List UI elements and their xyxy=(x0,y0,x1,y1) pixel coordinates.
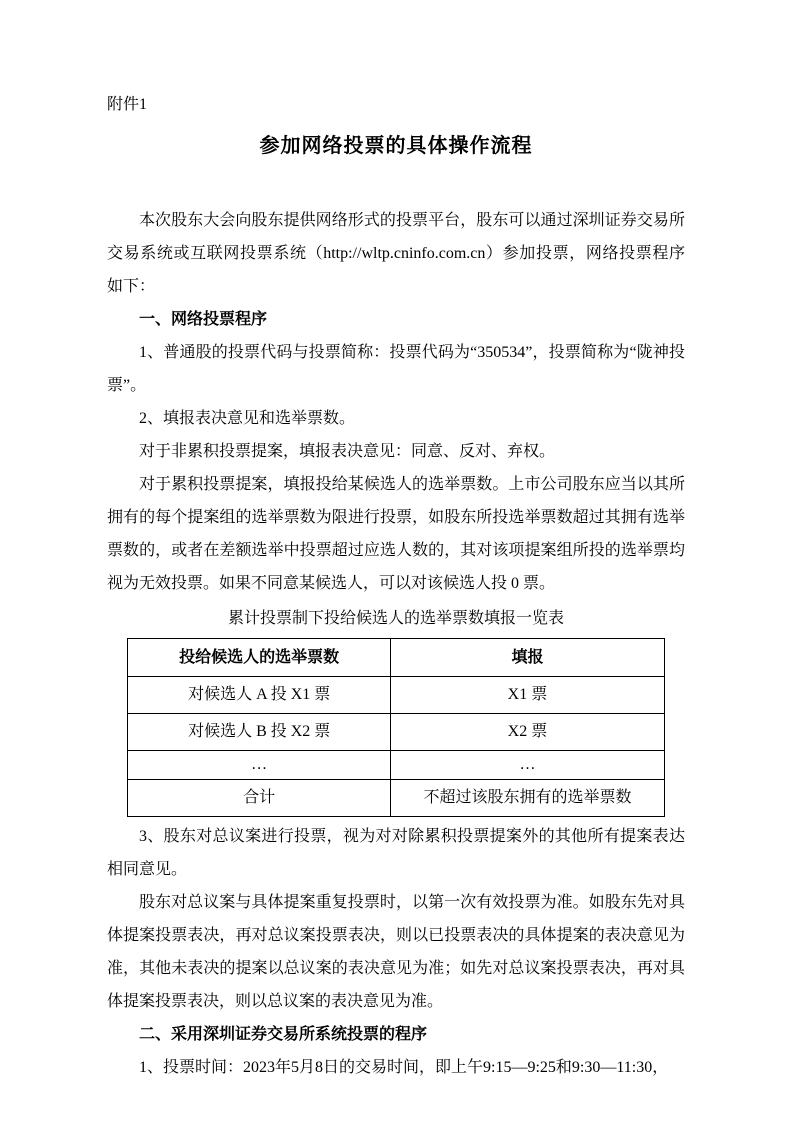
table-cell: 对候选人 B 投 X2 票 xyxy=(128,714,391,751)
table-row-candidate-a xyxy=(128,677,665,714)
table-cell: 合计 xyxy=(128,780,391,817)
paragraph-noncumulative: 对于非累积投票提案，填报表决意见：同意、反对、弃权。 xyxy=(139,443,556,460)
table-header-row xyxy=(128,639,665,677)
table-cell: … xyxy=(391,751,665,780)
table-header-votes: 投给候选人的选举票数 xyxy=(128,639,391,677)
paragraph-repeat-voting: 股东对总议案与具体提案重复投票时，以第一次有效投票为准。如股东先对具体提案投票表决，再对总议案投票表决，则以已投票表决的具体提案的表决意见为准，其他未表决的提案以总议案的表决意见为准；如先对总议案投票表决，再对具体提案投票表决，则以总议案的表决意见为准。 xyxy=(107,894,685,1010)
paragraph-cumulative: 对于累积投票提案，填报投给某候选人的选举票数。上市公司股东应当以其所拥有的每个提案组的选举票数为限进行投票，如股东所投选举票数超过其拥有选举票数的，或者在差额选举中投票超过应选人数的，其对该项提案组所投的选举票均视为无效投票。如果不同意某候选人，可以对该候选人投 0 票。 xyxy=(107,476,685,592)
paragraph-vote-code: 1、普通股的投票代码与投票简称：投票代码为“350534”，投票简称为“陇神投票”。 xyxy=(107,344,685,394)
attachment-label: 附件1 xyxy=(107,96,148,113)
table-cell: X2 票 xyxy=(391,714,665,751)
paragraph-vote-time: 1、投票时间：2023年5月8日的交易时间，即上午9:15—9:25和9:30—11:30， xyxy=(139,1059,669,1076)
table-cell: 不超过该股东拥有的选举票数 xyxy=(391,780,665,817)
intro-paragraph: 本次股东大会向股东提供网络形式的投票平台，股东可以通过深圳证券交易所交易系统或互联网投票系统（http://wltp.cninfo.com.cn）参加投票，网络投票程序如下： xyxy=(107,212,685,295)
paragraph-fill-opinion: 2、填报表决意见和选举票数。 xyxy=(139,410,356,427)
vote-table xyxy=(127,638,665,817)
section1-heading: 一、网络投票程序 xyxy=(139,311,268,328)
paragraph-general-proposal: 3、股东对总议案进行投票，视为对对除累积投票提案外的其他所有提案表达相同意见。 xyxy=(107,828,685,878)
table-cell: … xyxy=(128,751,391,780)
table-header-fill: 填报 xyxy=(391,639,665,677)
table-row-total xyxy=(128,780,665,817)
table-caption: 累计投票制下投给候选人的选举票数填报一览表 xyxy=(227,610,564,627)
table-cell: X1 票 xyxy=(391,677,665,714)
page-title: 参加网络投票的具体操作流程 xyxy=(259,135,533,157)
table-row-candidate-b xyxy=(128,714,665,751)
table-row-ellipsis xyxy=(128,751,665,780)
table-cell: 对候选人 A 投 X1 票 xyxy=(128,677,391,714)
section2-heading: 二、采用深圳证券交易所系统投票的程序 xyxy=(139,1026,428,1043)
